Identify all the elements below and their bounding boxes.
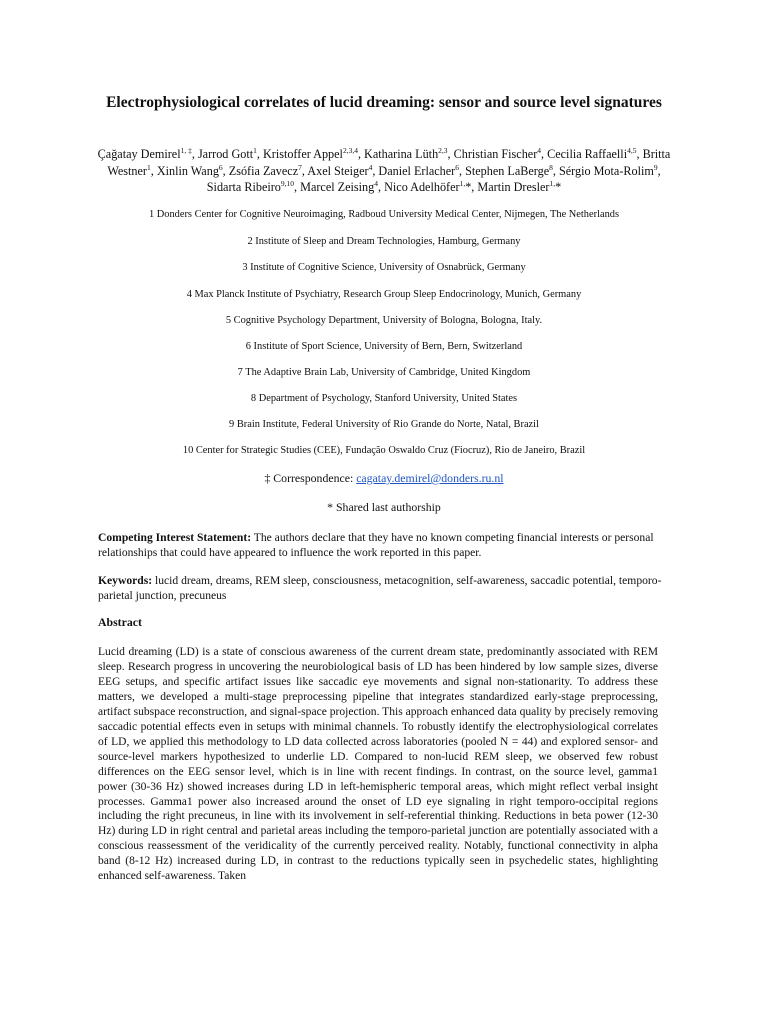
author-affiliation-sup: 4,5 <box>627 145 637 155</box>
affiliation-6: 6 Institute of Sport Science, University of Bern, Bern, Switzerland <box>245 341 523 352</box>
author-entry <box>198 147 257 161</box>
author-name: Kristoffer Appel <box>262 147 343 161</box>
author-star-mark: * <box>465 180 472 195</box>
author-affiliation-sup: 6 <box>455 162 459 172</box>
author-name: Britta Westner <box>107 147 671 178</box>
author-name: Xinlin Wang <box>156 163 219 178</box>
author-name: Axel Steiger <box>307 163 369 178</box>
author-affiliation-sup: 2,3,4 <box>342 145 358 155</box>
author-affiliation-sup: 8 <box>549 162 553 172</box>
author-affiliation-sup: 1 <box>146 162 151 172</box>
correspondence-label: Correspondence: <box>270 471 357 485</box>
author-name: Sérgio Mota-Rolim <box>558 163 654 178</box>
abstract-text: Lucid dreaming (LD) is a state of conscious awareness of the current dream state, predominantly associated with REM sleep. Research progress in uncovering the neurobiological basis of LD has been hindered by low sample sizes, diverse EEG setups, and specific artifact issues like saccadic eye movements and signal non-stationarity. To address these matters, we developed a multi-stage preprocessing pipeline that integrates standardized early-stage preprocessing, artifact subspace reconstruction, and signal-space projection. This approach enhanced data quality by precisely removing saccadic potential effects even in setups with minimal channels. To robustly identify the electrophysiological correlates of LD, we applied this methodology to LD data collected across laboratories (pooled N = 44) and explored sensor- and source-level markers hypothesized to underlie LD. Compared to non-lucid REM sleep, we observed few robust differences on the EEG sensor level, which is in line with recent findings. In contrast, on the source level, gamma1 power (30-36 Hz) showed increases during LD in left-hemispheric temporal areas, which might reflect verbal insight processes. Gamma1 power also increased around the onset of LD eye signaling in right temporo-occipital regions including the right precuneus, in line with its involvement in self-referential thinking. Reductions in beta power (12-30 Hz) during LD in right central and parietal areas including the temporo-parietal junction are potentially associated with a conscious reassessment of the veridicality of the currently perceived reality. Notably, functional connectivity in alpha band (8-12 Hz) increased during LD, in contrast to the reductions typically seen in psychedelic states, highlighting enhanced self-awareness. Taken <box>98 646 658 883</box>
author-entry <box>300 180 378 194</box>
author-affiliation-sup: 1, <box>459 179 466 189</box>
author-name: Nico Adelhöfer <box>384 180 460 195</box>
author-name: Zsófia Zavecz <box>228 163 299 178</box>
affiliation-8: 8 Department of Psychology, Stanford University, United States <box>250 393 518 404</box>
affiliation-9: 9 Brain Institute, Federal University of Rio Grande do Norte, Natal, Brazil <box>229 419 539 430</box>
author-entry <box>98 147 192 161</box>
author-name: Cecilia Raffaelli <box>547 147 628 161</box>
author-entry <box>559 164 658 178</box>
affiliation-3: 3 Institute of Cognitive Science, University of Osnabrück, Germany <box>242 262 526 273</box>
author-name: Daniel Erlacher <box>378 163 456 178</box>
author-name: Katharina Lüth <box>364 147 439 161</box>
author-entry <box>477 180 561 194</box>
author-entry <box>263 147 358 161</box>
correspondence-symbol: ‡ <box>264 471 271 485</box>
author-entry <box>229 164 302 178</box>
author-entry <box>547 147 636 161</box>
author-entry <box>465 164 553 178</box>
author-affiliation-sup: 7 <box>298 162 302 172</box>
author-name: Sidarta Ribeiro <box>206 180 281 195</box>
abstract-heading: Abstract <box>98 615 142 629</box>
author-entry <box>157 164 223 178</box>
author-entry <box>207 180 294 194</box>
author-entry <box>378 164 459 178</box>
author-star-mark: * <box>555 180 562 195</box>
author-affiliation-sup: 6 <box>218 162 223 172</box>
author-name: Çağatay Demirel <box>97 147 181 161</box>
affiliation-5: 5 Cognitive Psychology Department, University of Bologna, Bologna, Italy. <box>225 315 543 326</box>
correspondence-email-link[interactable]: cagatay.demirel@donders.ru.nl <box>356 471 504 485</box>
author-affiliation-sup: 4 <box>374 179 378 189</box>
paper-title: Electrophysiological correlates of lucid dreaming: sensor and source level signatures <box>106 94 662 111</box>
author-list: Çağatay Demirel$^{1, \ddagger}$, Jarrod Gott$^1$, Kristoffer Appel$^{2,3,4}$, Katharina Lüth$^{2,3}$, Christian Fischer$^4$, Cecilia Raffaelli$^{4,5}$, Britta Westner$^1$, Xinlin Wang$^6$, Zsófia Zavecz$^7$, Axel Steiger$^4$, Daniel Erlacher$^6$, Stephen LaBerge$^8$, Sérgio Mota-Rolim$^9$, Sidarta Ribeiro$^{9,10}$, Marcel Zeising$^4$, Nico Adelhöfer$^{1,}$*, Martin Dresler$^{1,}$* <box>97 145 671 195</box>
affiliation-1: 1 Donders Center for Cognitive Neuroimaging, Radboud University Medical Center, Nijmegen, The Netherlands <box>148 209 620 220</box>
author-affiliation-sup: 1, <box>549 179 556 189</box>
competing-interest-statement <box>98 530 668 560</box>
author-entry <box>364 147 448 161</box>
competing-interest-text: The authors declare that they have no known competing financial interests or personal relationships that could have appeared to influence the work reported in this paper. <box>98 531 654 560</box>
author-affiliation-sup: 9,10 <box>280 179 295 189</box>
keywords-section <box>98 573 668 603</box>
author-entry <box>454 147 541 161</box>
author-name: Stephen LaBerge <box>465 163 550 178</box>
author-name: Martin Dresler <box>477 180 550 195</box>
shared-authorship-note: * Shared last authorship <box>327 500 441 514</box>
author-name: Jarrod Gott <box>197 147 254 161</box>
author-affiliation-sup: 1, ‡ <box>180 145 192 155</box>
author-affiliation-sup: 4 <box>537 145 542 155</box>
keywords-text: lucid dream, dreams, REM sleep, consciousness, metacognition, self-awareness, saccadic potential, temporo-parietal junction, precuneus <box>98 574 662 603</box>
author-affiliation-sup: 4 <box>368 162 373 172</box>
author-affiliation-sup: 1 <box>253 145 257 155</box>
affiliation-4: 4 Max Planck Institute of Psychiatry, Research Group Sleep Endocrinology, Munich, Germany <box>186 289 582 300</box>
correspondence-line <box>60 471 708 486</box>
author-entry <box>384 180 471 194</box>
affiliation-2: 2 Institute of Sleep and Dream Technologies, Hamburg, Germany <box>247 236 521 247</box>
author-name: Christian Fischer <box>453 147 538 161</box>
author-affiliation-sup: 9 <box>653 162 658 172</box>
author-name: Marcel Zeising <box>300 180 375 195</box>
affiliation-10: 10 Center for Strategic Studies (CEE), Fundação Oswaldo Cruz (Fiocruz), Rio de Janeiro, Brazil <box>182 445 586 456</box>
competing-interest-label: Competing Interest Statement: <box>98 531 252 544</box>
affiliation-7: 7 The Adaptive Brain Lab, University of Cambridge, United Kingdom <box>237 367 531 378</box>
author-entry <box>307 164 372 178</box>
keywords-label: Keywords: <box>98 574 153 587</box>
author-affiliation-sup: 2,3 <box>438 145 448 155</box>
